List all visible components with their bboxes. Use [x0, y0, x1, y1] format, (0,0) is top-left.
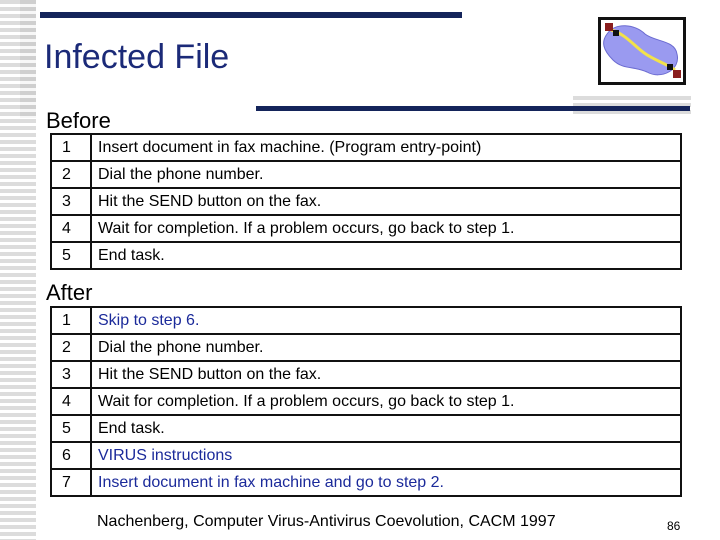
step-number: 3	[51, 361, 91, 388]
step-number: 2	[51, 334, 91, 361]
step-text: Dial the phone number.	[91, 334, 681, 361]
table-row	[51, 442, 681, 469]
step-text: End task.	[91, 415, 681, 442]
step-number: 4	[51, 215, 91, 242]
step-text: End task.	[91, 242, 681, 269]
mid-rule	[256, 106, 690, 111]
after-steps-table	[50, 306, 682, 497]
step-text: Hit the SEND button on the fax.	[91, 188, 681, 215]
step-text: Wait for completion. If a problem occurs, go back to step 1.	[91, 215, 681, 242]
corner-stripe-decoration	[20, 0, 36, 118]
table-row	[51, 242, 681, 269]
step-number: 6	[51, 442, 91, 469]
step-number: 2	[51, 161, 91, 188]
step-number: 7	[51, 469, 91, 496]
before-steps-table	[50, 133, 682, 270]
step-text: VIRUS instructions	[91, 442, 681, 469]
after-heading: After	[46, 280, 93, 305]
before-heading: Before	[46, 108, 111, 133]
network-logo-icon	[598, 17, 686, 85]
table-row	[51, 469, 681, 496]
step-text: Wait for completion. If a problem occurs, go back to step 1.	[91, 388, 681, 415]
step-text: Skip to step 6.	[91, 307, 681, 334]
slide-title: Infected File	[44, 38, 230, 76]
citation: Nachenberg, Computer Virus-Antivirus Coevolution, CACM 1997	[97, 513, 556, 530]
step-text: Hit the SEND button on the fax.	[91, 361, 681, 388]
table-row	[51, 134, 681, 161]
table-row	[51, 415, 681, 442]
table-row	[51, 388, 681, 415]
step-number: 5	[51, 415, 91, 442]
table-row	[51, 307, 681, 334]
step-number: 5	[51, 242, 91, 269]
table-row	[51, 334, 681, 361]
step-text: Insert document in fax machine. (Program entry-point)	[91, 134, 681, 161]
table-row	[51, 161, 681, 188]
step-number: 4	[51, 388, 91, 415]
table-row	[51, 361, 681, 388]
step-number: 1	[51, 307, 91, 334]
top-rule	[40, 12, 462, 18]
step-text: Dial the phone number.	[91, 161, 681, 188]
step-text: Insert document in fax machine and go to step 2.	[91, 469, 681, 496]
table-row	[51, 188, 681, 215]
table-row	[51, 215, 681, 242]
step-number: 3	[51, 188, 91, 215]
page-number: 86	[667, 519, 681, 533]
step-number: 1	[51, 134, 91, 161]
